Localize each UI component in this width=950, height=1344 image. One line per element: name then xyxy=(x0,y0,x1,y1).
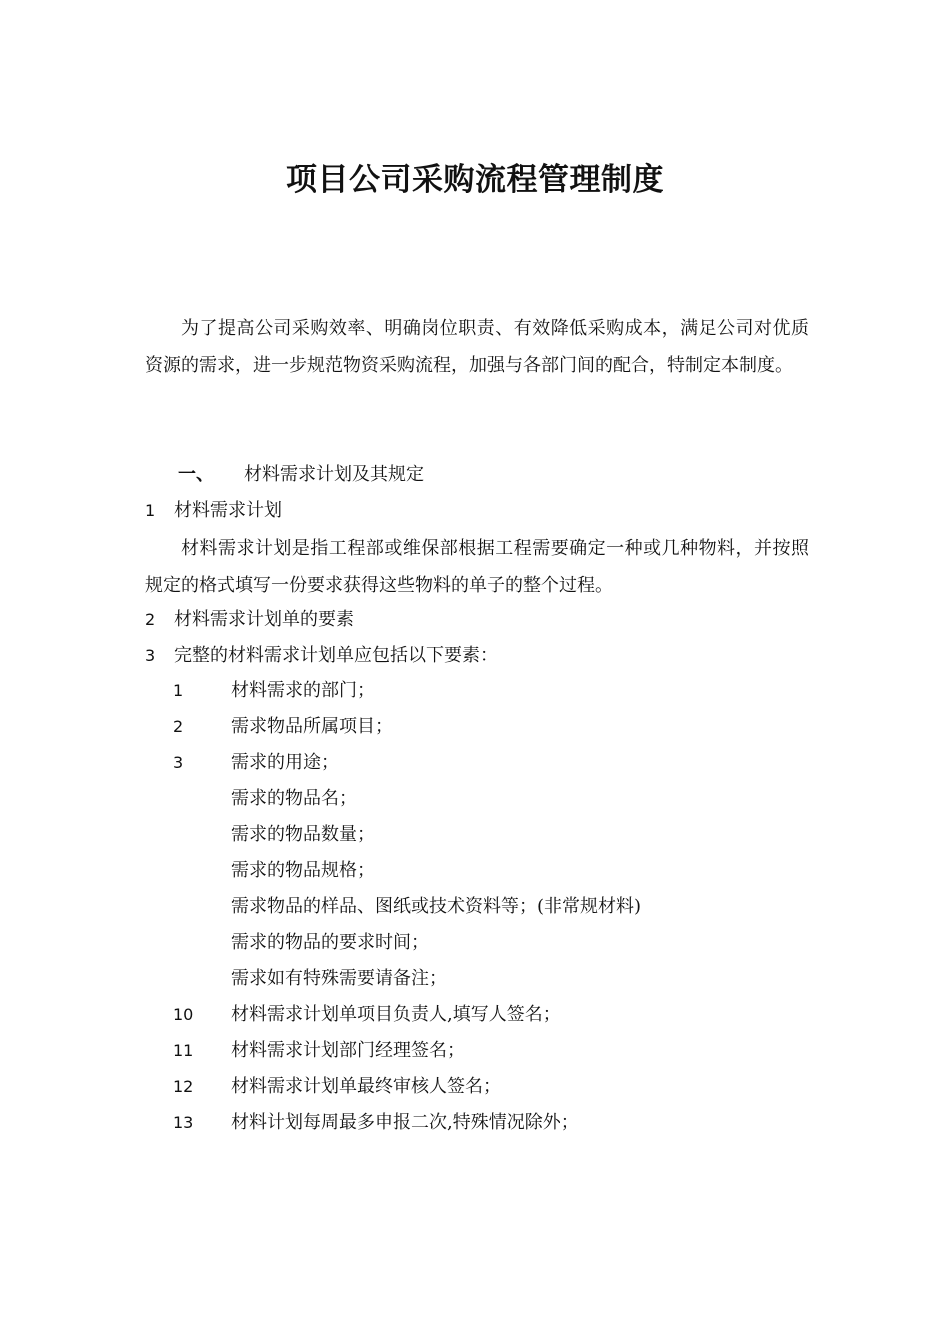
list-item-text: 需求的物品规格； xyxy=(231,860,375,881)
list-item-text: 需求如有特殊需要请备注； xyxy=(231,968,447,989)
list-item-text: 材料需求计划单最终审核人签名； xyxy=(231,1076,501,1097)
section-marker: 一、 xyxy=(178,464,214,485)
list-item-number: 10 xyxy=(173,1005,194,1024)
item-1 xyxy=(145,496,282,526)
list-item-number: 13 xyxy=(173,1113,194,1132)
list-item-number: 3 xyxy=(173,753,184,772)
item-2-text: 材料需求计划单的要素 xyxy=(174,609,354,630)
item-3 xyxy=(145,641,498,671)
list-item-text: 需求的用途； xyxy=(231,752,339,773)
item-2 xyxy=(145,605,354,635)
item-3-text: 完整的材料需求计划单应包括以下要素： xyxy=(174,645,498,666)
list-item-text: 需求物品所属项目； xyxy=(231,716,393,737)
page-title: 项目公司采购流程管理制度 xyxy=(286,162,664,198)
section-heading-text: 材料需求计划及其规定 xyxy=(244,464,424,485)
item-3-number: 3 xyxy=(145,646,156,665)
list-item-number: 2 xyxy=(173,717,184,736)
list-item-text: 需求物品的样品、图纸或技术资料等；(非常规材料) xyxy=(231,896,642,917)
list-item-text: 材料需求的部门； xyxy=(231,680,375,701)
item-1-text: 材料需求计划 xyxy=(174,500,282,521)
list-item-text: 需求的物品名； xyxy=(231,788,357,809)
item-1-number: 1 xyxy=(145,501,156,520)
item-1-paragraph: 材料需求计划是指工程部或维保部根据工程需要确定一种或几种物料，并按照规定的格式填写一份要求获得这些物料的单子的整个过程。 xyxy=(145,538,809,596)
list-item-text: 需求的物品的要求时间； xyxy=(231,932,429,953)
list-item-text: 材料需求计划单项目负责人,填写人签名； xyxy=(231,1004,561,1025)
section-heading xyxy=(178,460,424,490)
intro-paragraph: 为了提高公司采购效率、明确岗位职责、有效降低采购成本，满足公司对优质资源的需求，进一步规范物资采购流程，加强与各部门间的配合，特制定本制度。 xyxy=(145,318,809,376)
list-item-number: 1 xyxy=(173,681,184,700)
list-item-number: 12 xyxy=(173,1077,194,1096)
item-2-number: 2 xyxy=(145,610,156,629)
list-item-text: 材料计划每周最多申报二次,特殊情况除外； xyxy=(231,1112,579,1133)
list-item-text: 需求的物品数量； xyxy=(231,824,375,845)
list-item-number: 11 xyxy=(173,1041,194,1060)
list-item-text: 材料需求计划部门经理签名； xyxy=(231,1040,465,1061)
